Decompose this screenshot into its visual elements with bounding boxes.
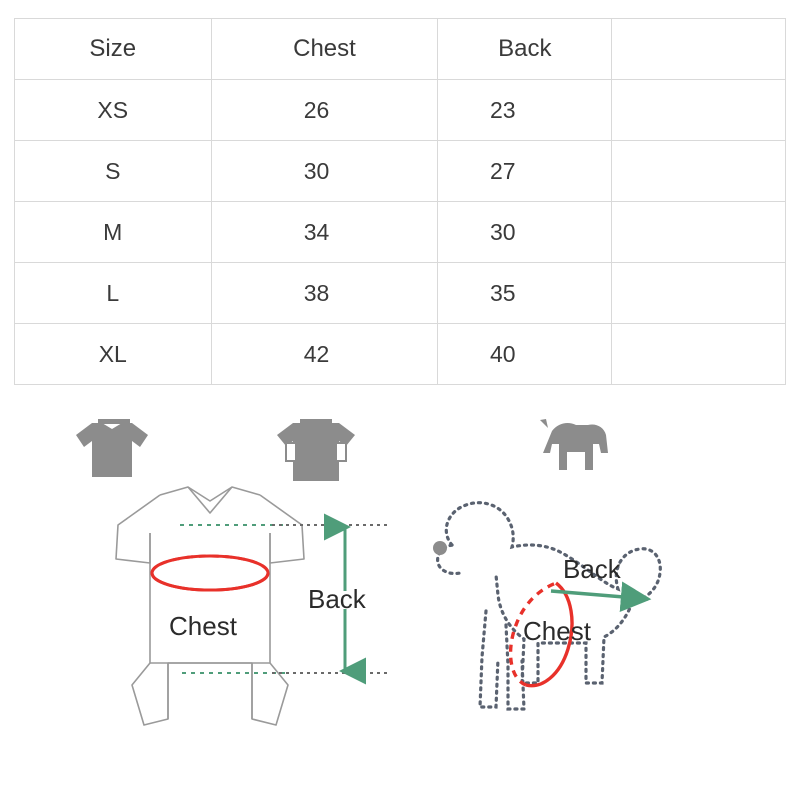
chest-measure-line	[152, 556, 268, 590]
cell-chest	[211, 141, 438, 202]
table-row	[15, 80, 786, 141]
table-header-blank	[612, 19, 786, 80]
shirt-front-icon	[76, 419, 148, 477]
dog-back-label: Back	[563, 554, 621, 584]
cell-chest	[211, 324, 438, 385]
dog-chest-label: Chest	[523, 616, 591, 646]
cell-size: M	[15, 202, 212, 263]
size-table	[14, 18, 786, 385]
cell-blank	[612, 80, 786, 141]
cell-blank	[612, 202, 786, 263]
cell-blank	[612, 263, 786, 324]
garment-chest-label: Chest	[169, 611, 237, 641]
cell-blank	[612, 141, 786, 202]
cell-blank	[612, 324, 786, 385]
cell-chest-value: 30	[303, 157, 330, 184]
dog-nose	[433, 541, 447, 555]
table-row	[15, 202, 786, 263]
table-row	[15, 324, 786, 385]
cell-back	[438, 202, 612, 263]
cell-back	[438, 80, 612, 141]
cell-chest	[211, 263, 438, 324]
table-header-size: Size	[15, 19, 212, 80]
dog-silhouette-icon	[540, 419, 608, 470]
cell-chest-value: 38	[303, 279, 330, 306]
measurement-diagram	[0, 395, 800, 800]
cell-back-value: 35	[490, 279, 516, 306]
table-row	[15, 141, 786, 202]
cell-back	[438, 141, 612, 202]
garment-outline	[116, 487, 304, 725]
cell-back-value: 27	[490, 157, 516, 184]
garment-back-label: Back	[308, 584, 366, 614]
shirt-back-icon	[277, 419, 355, 481]
cell-chest	[211, 80, 438, 141]
cell-size: XL	[15, 324, 212, 385]
size-chart-table	[14, 18, 786, 385]
cell-size: L	[15, 263, 212, 324]
cell-back-value: 40	[490, 340, 516, 367]
table-header-row	[15, 19, 786, 80]
cell-back	[438, 263, 612, 324]
cell-size: S	[15, 141, 212, 202]
cell-back-value: 23	[490, 96, 516, 123]
cell-chest-value: 26	[303, 96, 330, 123]
cell-chest-value: 42	[303, 340, 330, 367]
cell-back	[438, 324, 612, 385]
table-header-chest: Chest	[211, 19, 438, 80]
cell-back-value: 30	[490, 218, 516, 245]
cell-chest	[211, 202, 438, 263]
table-header-back: Back	[438, 19, 612, 80]
cell-chest-value: 34	[303, 218, 330, 245]
cell-size: XS	[15, 80, 212, 141]
table-row	[15, 263, 786, 324]
